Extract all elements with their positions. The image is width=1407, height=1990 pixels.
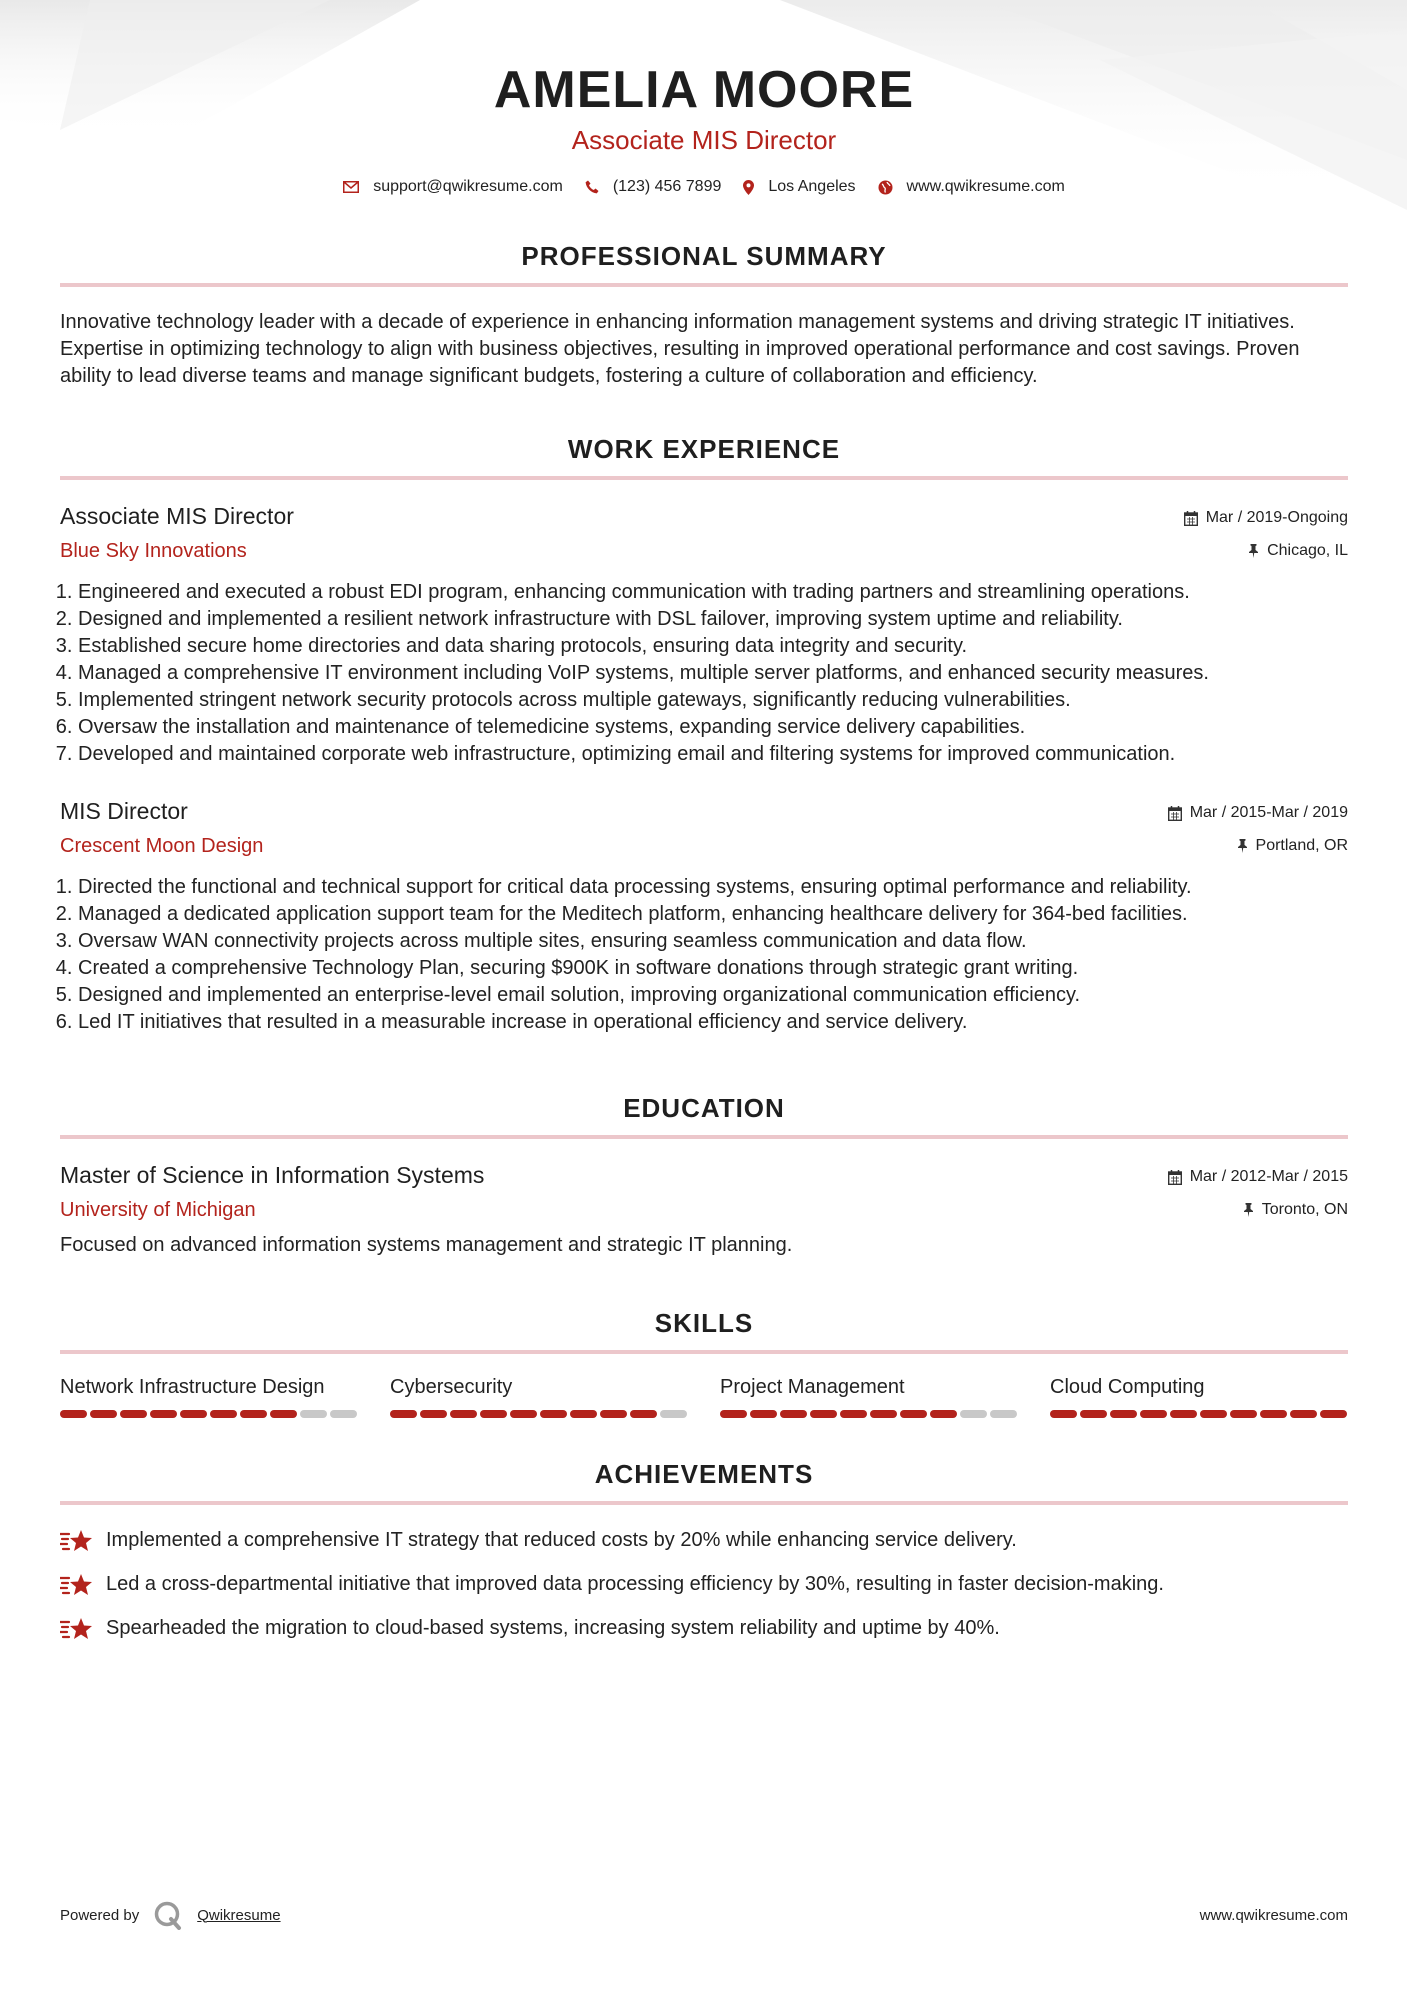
skill-segment-filled — [900, 1410, 927, 1418]
job-bullets — [60, 874, 1348, 1036]
resume-page — [60, 0, 1348, 1659]
achievements-heading: ACHIEVEMENTS — [594, 1459, 814, 1489]
candidate-role: Associate MIS Director — [571, 125, 837, 155]
contact-email-text: support@qwikresume.com — [373, 178, 563, 195]
skill-segment-filled — [1050, 1410, 1077, 1418]
skill-segment-filled — [780, 1410, 807, 1418]
skill-name: Cloud Computing — [1050, 1376, 1205, 1398]
contact-location — [743, 178, 855, 196]
skill-segment-filled — [450, 1410, 477, 1418]
skill-segment-filled — [510, 1410, 537, 1418]
skill-rating-bar — [720, 1410, 1020, 1418]
contact-website[interactable] — [878, 178, 1065, 196]
education-dates — [1168, 1168, 1348, 1186]
contact-phone[interactable] — [585, 178, 722, 196]
job-location-text: Chicago, IL — [1267, 542, 1348, 559]
resume-header — [60, 0, 1348, 196]
skill-segment-filled — [1230, 1410, 1257, 1418]
powered-by — [60, 1900, 281, 1930]
powered-by-label: Powered by — [60, 1906, 140, 1924]
shooting-star-icon — [60, 1572, 94, 1598]
education-location — [1243, 1201, 1348, 1219]
pushpin-icon — [1237, 839, 1248, 853]
skill-segment-filled — [120, 1410, 147, 1418]
section-divider — [60, 1501, 1348, 1505]
skill-segment-empty — [660, 1410, 687, 1418]
list-item: 4. Managed a comprehensive IT environment including VoIP systems, multiple server platforms, and enhanced security measures. — [78, 660, 1348, 687]
contact-website-text: www.qwikresume.com — [906, 178, 1065, 195]
skill-segment-filled — [480, 1410, 507, 1418]
skill-segment-filled — [840, 1410, 867, 1418]
qwikresume-logo-icon — [153, 1900, 183, 1930]
skill-segment-filled — [1080, 1410, 1107, 1418]
calendar-icon — [1184, 511, 1198, 526]
shooting-star-icon — [60, 1616, 94, 1642]
list-item: 1. Engineered and executed a robust EDI program, enhancing communication with trading partners and streamlining operations. — [78, 579, 1348, 606]
job-dates-text: Mar / 2019-Ongoing — [1205, 509, 1348, 526]
qwikresume-link[interactable]: Qwikresume — [197, 1906, 281, 1924]
skill-segment-empty — [300, 1410, 327, 1418]
list-item: 3. Oversaw WAN connectivity projects across multiple sites, ensuring seamless communication and data flow. — [78, 928, 1348, 955]
section-divider — [60, 1135, 1348, 1139]
skill-segment-empty — [330, 1410, 357, 1418]
contact-phone-text: (123) 456 7899 — [612, 178, 722, 195]
skill-segment-filled — [1290, 1410, 1317, 1418]
summary-text: Innovative technology leader with a decade of experience in enhancing information management systems and driving strategic IT initiatives. Expertise in optimizing technology to align with business objectives, resulting in improved operational performance and cost savings. Proven ability to lead diverse teams and manage significant budgets, fostering a culture of collaboration and efficiency. — [60, 311, 1300, 387]
pushpin-icon — [1243, 1203, 1254, 1217]
education-description: Focused on advanced information systems management and strategic IT planning. — [60, 1234, 793, 1256]
page-footer — [60, 1900, 1348, 1930]
list-item: 1. Directed the functional and technical support for critical data processing systems, ensuring optimal performance and reliability. — [78, 874, 1348, 901]
education-location-text: Toronto, ON — [1261, 1201, 1348, 1218]
list-item: 2. Managed a dedicated application support team for the Meditech platform, enhancing healthcare delivery for 364-bed facilities. — [78, 901, 1348, 928]
summary-section — [60, 240, 1348, 390]
section-divider — [60, 476, 1348, 480]
summary-heading: PROFESSIONAL SUMMARY — [521, 241, 887, 271]
job-title: Associate MIS Director — [60, 503, 294, 529]
job-dates — [1168, 804, 1348, 822]
skill-segment-filled — [930, 1410, 957, 1418]
experience-heading: WORK EXPERIENCE — [567, 434, 841, 464]
map-marker-icon — [743, 180, 754, 195]
skill-segment-filled — [420, 1410, 447, 1418]
job-company: Crescent Moon Design — [60, 835, 264, 857]
skills-section — [60, 1307, 1348, 1418]
skill-segment-filled — [810, 1410, 837, 1418]
list-item: 2. Designed and implemented a resilient network infrastructure with DSL failover, improving system uptime and reliability. — [78, 606, 1348, 633]
footer-website[interactable]: www.qwikresume.com — [1199, 1906, 1348, 1924]
skill-name: Cybersecurity — [390, 1376, 513, 1398]
skill-segment-filled — [1260, 1410, 1287, 1418]
phone-icon — [585, 180, 599, 194]
achievement-text: Spearheaded the migration to cloud-based systems, increasing system reliability and uptime by 40%. — [106, 1617, 1000, 1639]
contact-email[interactable] — [343, 178, 563, 196]
skill-name: Network Infrastructure Design — [60, 1376, 325, 1398]
globe-icon — [878, 180, 893, 195]
skill-segment-filled — [1170, 1410, 1197, 1418]
skills-list — [60, 1374, 1348, 1418]
job-location-text: Portland, OR — [1255, 837, 1348, 854]
candidate-name: AMELIA MOORE — [493, 61, 915, 119]
shooting-star-icon — [60, 1528, 94, 1554]
experience-section — [60, 433, 1348, 1036]
achievement-item — [60, 1527, 1348, 1554]
list-item: 6. Led IT initiatives that resulted in a measurable increase in operational efficiency and service delivery. — [78, 1009, 1348, 1036]
skill-segment-filled — [240, 1410, 267, 1418]
skill-segment-filled — [750, 1410, 777, 1418]
skill-segment-filled — [270, 1410, 297, 1418]
degree-title: Master of Science in Information Systems — [60, 1162, 485, 1188]
envelope-icon — [343, 181, 359, 193]
achievements-section — [60, 1458, 1348, 1642]
education-section — [60, 1092, 1348, 1259]
calendar-icon — [1168, 806, 1182, 821]
job-location — [1248, 542, 1348, 560]
achievement-text: Implemented a comprehensive IT strategy that reduced costs by 20% while enhancing service delivery. — [106, 1529, 1017, 1551]
skill-segment-filled — [630, 1410, 657, 1418]
skill-segment-filled — [180, 1410, 207, 1418]
skills-heading: SKILLS — [654, 1308, 754, 1338]
skill-segment-filled — [1200, 1410, 1227, 1418]
achievement-text: Led a cross-departmental initiative that improved data processing efficiency by 30%, resulting in faster decision-making. — [106, 1573, 1164, 1595]
skill-segment-filled — [720, 1410, 747, 1418]
skill-segment-empty — [990, 1410, 1017, 1418]
job-bullets — [60, 579, 1348, 768]
skill-rating-bar — [1050, 1410, 1350, 1418]
education-entry — [60, 1160, 1348, 1259]
job-title: MIS Director — [60, 798, 188, 824]
pushpin-icon — [1248, 544, 1259, 558]
job-entry — [60, 796, 1348, 1036]
achievements-list — [60, 1527, 1348, 1642]
education-heading: EDUCATION — [623, 1093, 785, 1123]
skill-segment-filled — [1320, 1410, 1347, 1418]
skill-segment-filled — [60, 1410, 87, 1418]
achievement-item — [60, 1571, 1348, 1598]
job-location — [1237, 837, 1348, 855]
contact-bar — [60, 178, 1348, 196]
list-item: 7. Developed and maintained corporate web infrastructure, optimizing email and filtering systems for improved communication. — [78, 741, 1348, 768]
skill-segment-filled — [390, 1410, 417, 1418]
skill-name: Project Management — [720, 1376, 905, 1398]
education-dates-text: Mar / 2012-Mar / 2015 — [1189, 1168, 1348, 1185]
skill-segment-filled — [90, 1410, 117, 1418]
skill-segment-filled — [210, 1410, 237, 1418]
job-dates — [1184, 509, 1348, 527]
achievement-item — [60, 1615, 1348, 1642]
skill-segment-filled — [540, 1410, 567, 1418]
calendar-icon — [1168, 1170, 1182, 1185]
skill-segment-filled — [1140, 1410, 1167, 1418]
list-item: 6. Oversaw the installation and maintenance of telemedicine systems, expanding service delivery capabilities. — [78, 714, 1348, 741]
skill-segment-filled — [570, 1410, 597, 1418]
skill-item — [1050, 1374, 1350, 1418]
list-item: 3. Established secure home directories and data sharing protocols, ensuring data integrity and security. — [78, 633, 1348, 660]
skill-rating-bar — [390, 1410, 690, 1418]
skill-segment-filled — [870, 1410, 897, 1418]
list-item: 5. Implemented stringent network security protocols across multiple gateways, significantly reducing vulnerabilities. — [78, 687, 1348, 714]
list-item: 5. Designed and implemented an enterprise-level email solution, improving organizational communication efficiency. — [78, 982, 1348, 1009]
skill-rating-bar — [60, 1410, 360, 1418]
contact-location-text: Los Angeles — [768, 178, 856, 195]
section-divider — [60, 1350, 1348, 1354]
skill-item — [60, 1374, 360, 1418]
job-dates-text: Mar / 2015-Mar / 2019 — [1189, 804, 1348, 821]
skill-item — [720, 1374, 1020, 1418]
list-item: 4. Created a comprehensive Technology Plan, securing $900K in software donations through strategic grant writing. — [78, 955, 1348, 982]
job-company: Blue Sky Innovations — [60, 540, 247, 562]
skill-segment-empty — [960, 1410, 987, 1418]
job-entry — [60, 501, 1348, 768]
school-name: University of Michigan — [60, 1199, 256, 1221]
skill-segment-filled — [150, 1410, 177, 1418]
section-divider — [60, 283, 1348, 287]
skill-segment-filled — [1110, 1410, 1137, 1418]
skill-item — [390, 1374, 690, 1418]
skill-segment-filled — [600, 1410, 627, 1418]
